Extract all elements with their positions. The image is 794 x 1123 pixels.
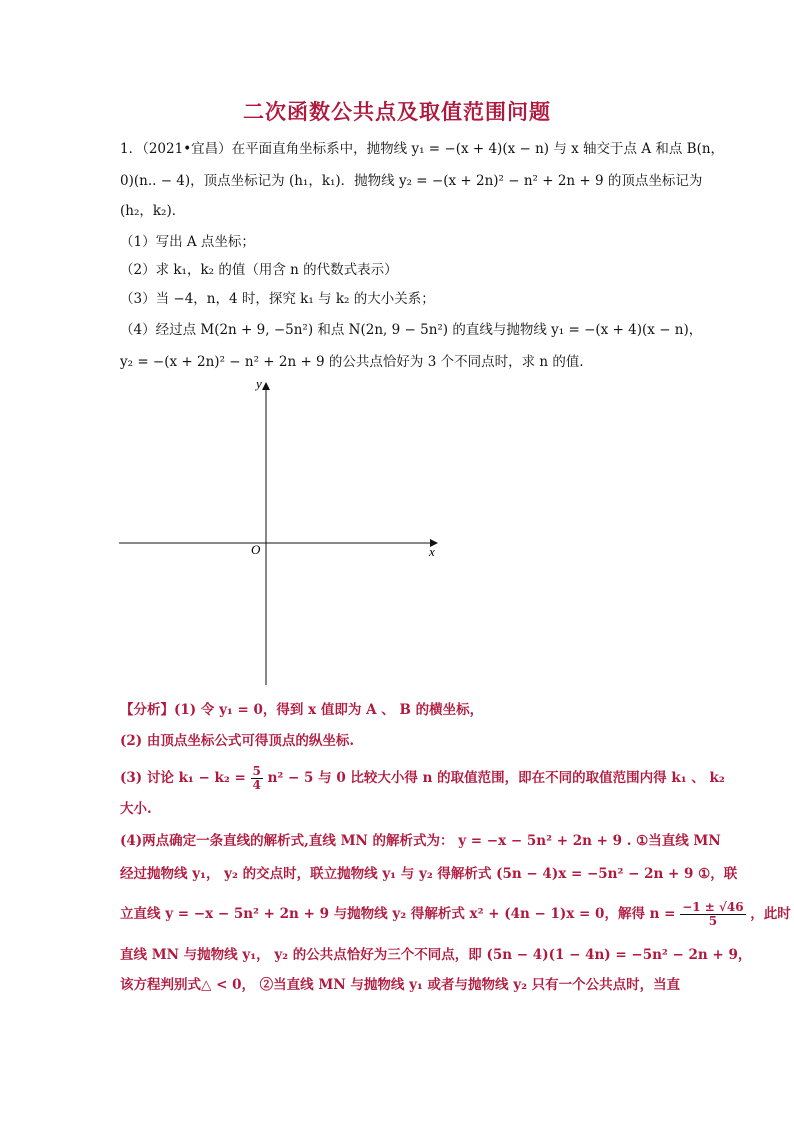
analysis-line-3	[120, 764, 725, 792]
y-axis-arrow-icon	[262, 382, 270, 390]
fraction-denominator: 4	[252, 778, 261, 792]
analysis-line-4d: 直线 MN 与抛物线 y₁， y₂ 的公共点恰好为三个不同点，即 (5n − 4)(1 − 4n) = −5n² − 2n + 9，	[120, 947, 752, 963]
problem-line-2: 0)(n.. − 4)，顶点坐标记为 (h₁，k₁)．抛物线 y₂ = −(x + 2n)² − n² + 2n + 9 的顶点坐标记为	[120, 173, 703, 189]
x-axis-label: x	[429, 544, 435, 559]
question-2: （2）求 k₁，k₂ 的值（用含 n 的代数式表示）	[120, 262, 398, 278]
origin-label: O	[251, 542, 261, 557]
analysis-line-1: 【分析】(1) 令 y₁ = 0，得到 x 值即为 A 、 B 的横坐标，	[120, 702, 484, 718]
analysis-3-prefix: (3) 讨论 k₁ − k₂ =	[120, 770, 246, 786]
fraction-n-solution	[680, 901, 745, 928]
analysis-4c-prefix: 立直线 y = −x − 5n² + 2n + 9 与抛物线 y₂ 得解析式 x² + (4n − 1)x = 0，解得 n =	[120, 906, 676, 922]
y-axis-label: y	[256, 376, 262, 391]
analysis-4c-suffix: ，此时	[750, 906, 791, 922]
analysis-3-suffix: n² − 5 与 0 比较大小得 n 的取值范围，即在不同的取值范围内得 k₁ 、 k₂	[267, 770, 725, 786]
analysis-line-4e: 该方程判别式△ < 0， ②当直线 MN 与抛物线 y₁ 或者与抛物线 y₂ 只有一个公共点时，当直	[120, 977, 681, 993]
analysis-line-4b: 经过抛物线 y₁， y₂ 的交点时，联立抛物线 y₁ 与 y₂ 得解析式 (5n − 4)x = −5n² − 2n + 9 ①，联	[120, 866, 738, 882]
problem-line-3: (h₂，k₂)．	[120, 203, 186, 219]
question-4-line-2: y₂ = −(x + 2n)² − n² + 2n + 9 的公共点恰好为 3 个不同点时，求 n 的值．	[120, 354, 593, 370]
fraction-numerator: 5	[252, 764, 261, 778]
problem-line-1: 1．（2021•宜昌）在平面直角坐标系中，抛物线 y₁ = −(x + 4)(x − n) 与 x 轴交于点 A 和点 B(n，	[120, 141, 725, 157]
analysis-line-2: (2) 由顶点坐标公式可得顶点的纵坐标.	[120, 733, 355, 749]
analysis-line-3b: 大小.	[120, 801, 152, 817]
fraction-5-4	[251, 765, 263, 792]
question-3: （3）当 −4，n，4 时，探究 k₁ 与 k₂ 的大小关系；	[120, 291, 435, 307]
question-1: （1）写出 A 点坐标；	[120, 234, 255, 250]
analysis-line-4a: (4)两点确定一条直线的解析式,直线 MN 的解析式为： y = −x − 5n² + 2n + 9 . ①当直线 MN	[120, 833, 721, 849]
question-4-line-1: （4）经过点 M(2n + 9, −5n²) 和点 N(2n, 9 − 5n²) 的直线与抛物线 y₁ = −(x + 4)(x − n)，	[120, 322, 703, 338]
fraction-numerator: −1 ± √46	[682, 900, 744, 914]
fraction-denominator: 5	[708, 914, 718, 928]
page-title: 二次函数公共点及取值范围问题	[243, 100, 551, 124]
